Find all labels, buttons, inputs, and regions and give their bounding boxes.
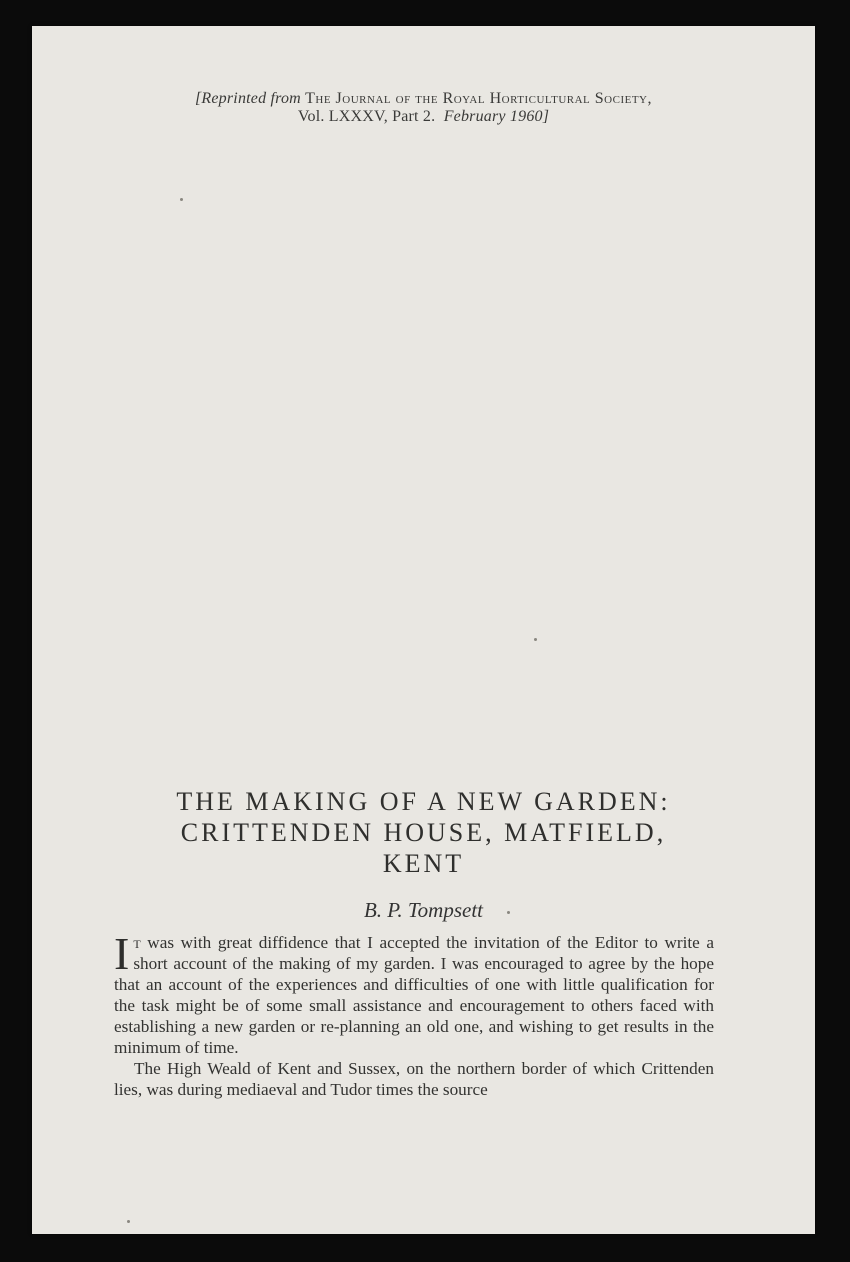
article-body <box>114 928 715 1100</box>
document-page <box>32 26 815 1234</box>
volume-info: Vol. LXXXV, Part 2. <box>297 108 436 125</box>
article-title <box>32 786 815 879</box>
publication-date: February 1960] <box>443 108 550 125</box>
paragraph: The High Weald of Kent and Sussex, on the northern border of which Crittenden lies, was during mediaeval and Tudor times the source <box>114 1059 714 1099</box>
paper-speck <box>127 1220 130 1223</box>
article-author: B. P. Tompsett <box>363 898 484 922</box>
title-line: THE MAKING OF A NEW GARDEN: <box>176 787 671 816</box>
title-line: KENT <box>382 849 465 878</box>
journal-name: The Journal of the Royal Horticultural Society, <box>305 90 653 107</box>
title-line: CRITTENDEN HOUSE, MATFIELD, <box>180 818 667 847</box>
paper-speck <box>507 911 510 914</box>
reprint-line-1 <box>32 90 815 108</box>
paper-speck <box>180 198 183 201</box>
reprint-prefix: [Reprinted from <box>194 90 301 107</box>
paper-speck <box>534 638 537 641</box>
paragraph <box>114 928 715 1058</box>
reprint-notice <box>32 90 815 126</box>
first-word-rest: t <box>133 933 141 952</box>
reprint-line-2 <box>32 108 815 126</box>
drop-cap: I <box>114 928 130 979</box>
paragraph-text: was with great diffidence that I accepted the invitation of the Editor to write a short account of the making of my garden. I was encouraged to agree by the hope that an account of the experiences and difficulties of one with little qualification for the task might be of some small assistance and encouragement to others faced with establishing a new garden or re-planning an old one, and wishing to get results in the minimum of time. <box>114 933 715 1057</box>
